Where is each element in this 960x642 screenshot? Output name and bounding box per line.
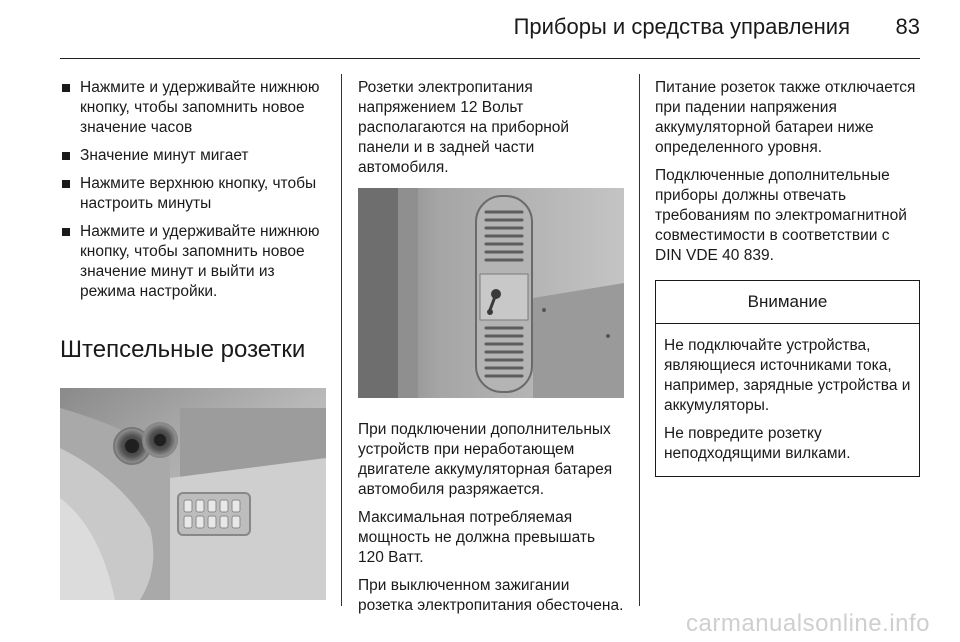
running-header-title: Приборы и средства управления [513,14,850,39]
column-middle [358,78,624,624]
column-left [60,78,326,600]
paragraph: Розетки электропитания напряжением 12 Вольт располагаются на приборной панели и в задней части автомобиля. [358,79,570,176]
notice-body [656,324,919,476]
dashboard-socket-photo [60,388,326,600]
list-item: Нажмите и удерживайте нижнюю кнопку, чтобы запомнить новое значение минут и выйти из режима настройки. [60,222,326,302]
column-right [655,78,920,477]
paragraph: Подключенные дополнительные приборы должны отвечать требованиям по электромагнитной совместимости в соответствии с DIN VDE 40 839. [655,167,907,264]
paragraph: При подключении дополнительных устройств при неработающем двигателе аккумуляторная батарея автомобиля разряжается. [358,421,613,498]
notice-paragraph: Не повредите розетку неподходящими вилками. [664,425,851,462]
list-item: Значение минут мигает [60,146,326,166]
paragraph: Максимальная потребляемая мощность не должна превышать 120 Ватт. [358,509,596,566]
section-heading: Штепсельные розетки [60,336,306,363]
header-rule [60,58,920,59]
paragraph: Питание розеток также отключается при падении напряжения аккумуляторной батареи ниже определенного уровня. [655,79,916,156]
notice-title: Внимание [656,281,919,324]
watermark: carmanualsonline.info [686,610,930,637]
instruction-list [60,78,326,302]
column-divider [341,74,342,606]
list-item: Нажмите верхнюю кнопку, чтобы настроить минуты [60,174,326,214]
paragraph: При выключенном зажигании розетка электропитания обесточена. [358,577,624,614]
column-divider [639,74,640,606]
notice-paragraph: Не подключайте устройства, являющиеся источниками тока, например, зарядные устройства и аккумуляторы. [664,337,911,414]
notice-box [655,280,920,477]
list-item: Нажмите и удерживайте нижнюю кнопку, чтобы запомнить новое значение часов [60,78,326,138]
rear-socket-photo [358,188,624,398]
page-number: 83 [895,14,920,39]
